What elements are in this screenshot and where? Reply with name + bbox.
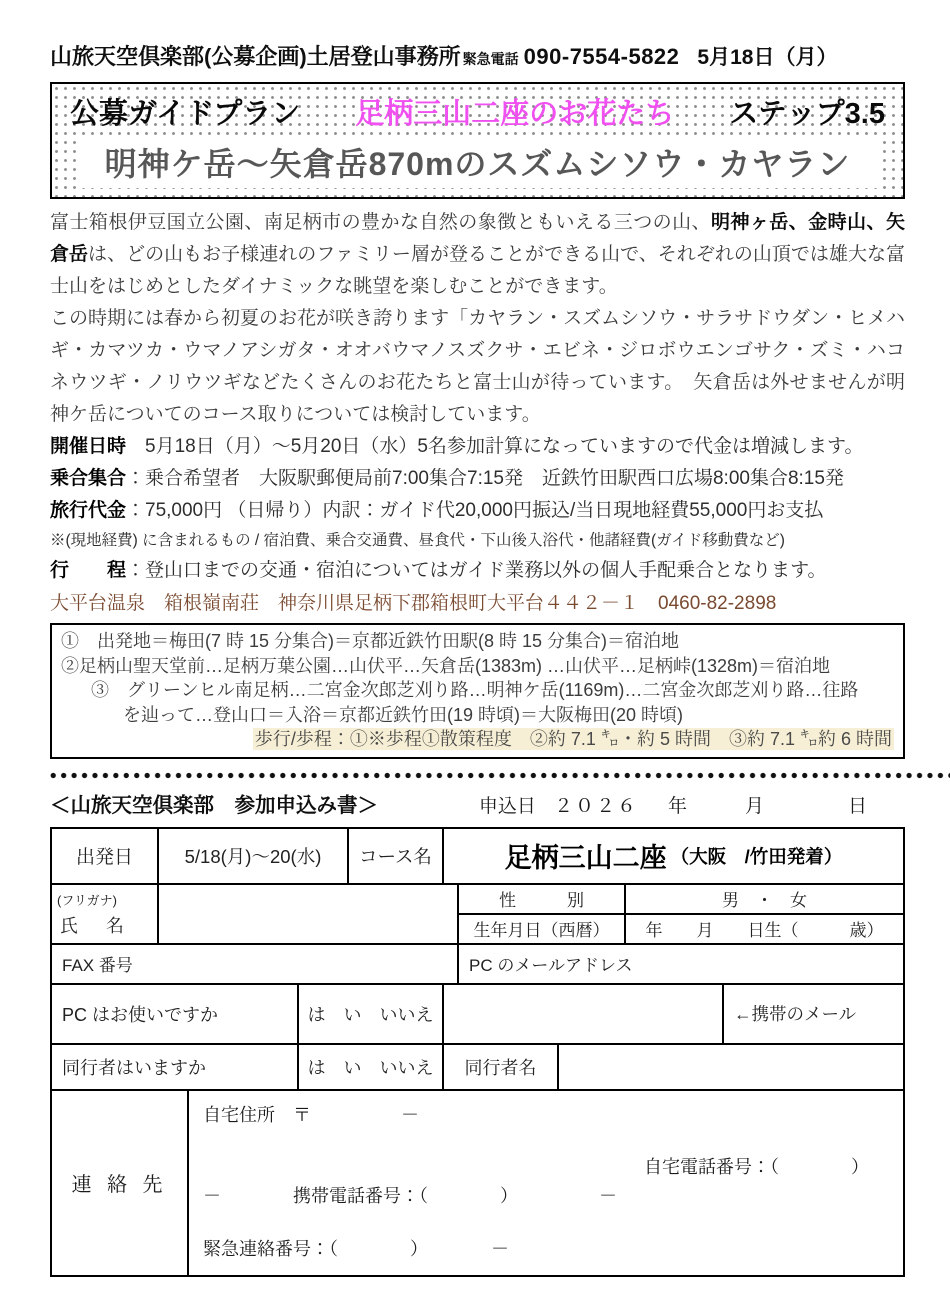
plan-box: [50, 623, 905, 759]
mobile-mail-note-cell: ←携帯のメール: [722, 985, 903, 1043]
organization-name: 山旅天空倶楽部(公募企画)土居登山事務所: [50, 44, 461, 69]
pc-question-cell: PC はお使いですか: [62, 1004, 219, 1025]
table-row-contact: [52, 1089, 903, 1275]
course-name-cell: [442, 829, 903, 883]
plan-day-2: ②足柄山聖天堂前…足柄万葉公園…山伏平…矢倉岳(1383m) …山伏平…足柄峠(1328m)＝宿泊地: [61, 655, 831, 676]
inn-info: 大平台温泉 箱根嶺南荘 神奈川県足柄下郡箱根町大平台４４２－１ 0460-82-2898: [50, 593, 777, 614]
apply-month-label: 月: [744, 795, 764, 817]
plan-theme-title: 足柄三山二座のお花たち: [355, 98, 675, 130]
table-row-departure: [52, 829, 903, 883]
meeting-text: ：乗合希望者 大阪駅郵便局前7:00集合7:15発 近鉄竹田駅西口広場8:00集合8:15発: [126, 468, 844, 489]
schedule-row: [50, 431, 905, 463]
apply-date-label: 申込日: [478, 795, 536, 817]
event-date: 5月18日（月）: [697, 46, 838, 69]
course-label-cell: コース名: [347, 829, 442, 883]
tour-subtitle: 明神ケ岳～矢倉岳870mのスズムシソウ・カヤラン: [78, 138, 877, 188]
companion-yes-no-cell: は い いいえ: [297, 1045, 442, 1089]
table-row-pc: [52, 983, 903, 1043]
mountain-names-bold: 明神ヶ岳、金時山、矢倉岳: [50, 212, 905, 265]
itinerary-label: 行 程: [50, 560, 127, 581]
table-row-companion: [52, 1043, 903, 1089]
plan-day-3-continued: を辿って…登山口＝入浴＝京都近鉄竹田(19 時頃)＝大阪梅田(20 時頃): [123, 704, 684, 725]
price-row: [50, 495, 905, 527]
emergency-phone-label: 緊急電話: [462, 51, 519, 67]
intro-paragraph-1-pre: 富士箱根伊豆国立公園、南足柄市の豊かな自然の象徴ともいえる三つの山、: [50, 212, 712, 233]
intro-paragraph-1-post: は、どの山もお子様連れのファミリー層が登ることができる山で、それぞれの山頂では雄大な富士山をはじめとしたダイナミックな眺望を楽しむことができます。: [50, 244, 905, 297]
apply-date-row: [479, 791, 905, 818]
birth-label-cell: 生年月日（西暦）: [473, 921, 610, 940]
sex-value-cell: 男 ・ 女: [624, 885, 903, 913]
itinerary-text: ：登山口までの交通・宿泊についてはガイド業務以外の個人手配乗合となります。: [126, 560, 827, 581]
birth-subrow: [459, 913, 903, 943]
emergency-tel-line: 緊急連絡番号：（ ） －: [203, 1238, 509, 1259]
plan-day-1: ① 出発地＝梅田(7 時 15 分集合)＝京都近鉄竹田駅(8 時 15 分集合)＝宿泊地: [61, 631, 680, 651]
meeting-label: 乗合集合: [50, 468, 127, 489]
pc-mail-label-cell: PC のメールアドレス: [457, 945, 903, 983]
schedule-text: 5月18日（月）～5月20日（水）5名参加計算になっていますので代金は増減します。: [126, 436, 864, 457]
apply-year-value: ２０２６: [553, 795, 638, 817]
mobile-tel-line: － 携帯電話番号：（ ） －: [203, 1185, 617, 1206]
schedule-label: 開催日時: [50, 436, 127, 457]
table-row-fax-mail: [52, 943, 903, 983]
application-table: [50, 827, 905, 1277]
companion-name-label-cell: 同行者名: [442, 1045, 557, 1089]
birth-value-cell: 年 月 日生（ 歳）: [624, 915, 903, 943]
contact-detail-cell: [187, 1091, 903, 1275]
table-row-name-sex: [52, 883, 903, 943]
walking-summary: 歩行/歩程：①※歩程①散策程度 ②約 7.1 ㌔・約 5 時間 ③約 7.1 ㌔約 6 時間: [254, 729, 892, 749]
intro-section: [50, 207, 905, 303]
departure-value-cell: 5/18(月)～20(水): [157, 829, 347, 883]
name-blank-field: [157, 885, 457, 943]
course-name: 足柄三山二座: [504, 843, 667, 873]
title-box: [50, 82, 905, 199]
application-form-title: ＜山旅天空倶楽部 参加申込み書＞: [50, 793, 378, 817]
itinerary-row: [50, 555, 905, 587]
course-departure-points: （大阪 /竹田発着）: [670, 845, 843, 867]
contact-label-cell: 連 絡 先: [71, 1174, 168, 1196]
home-tel-line: 自宅電話番号：（ ）: [644, 1156, 869, 1177]
price-text: ：75,000円 （日帰り）内訳：ガイド代20,000円振込/当日現地経費55,000円お支払: [126, 500, 824, 521]
fax-label-cell: FAX 番号: [62, 956, 133, 975]
walking-summary-row: [61, 727, 894, 752]
apply-year-label: 年: [667, 795, 687, 817]
document-header: [50, 40, 905, 71]
expense-note: ※(現地経費) に含まれるもの / 宿泊費、乗合交通費、昼食代・下山後入浴代・他諸経費(ガイド移動費など): [50, 532, 785, 549]
dotted-separator: [48, 771, 950, 780]
sex-label-cell: 性 別: [499, 891, 584, 910]
furigana-label: (フリガナ): [57, 892, 118, 908]
plan-day-3: ③ グリーンヒル南足柄…二宮金次郎芝刈り路…明神ケ岳(1169m)…二宮金次郎芝刈り路…往路: [91, 680, 859, 700]
sex-birth-cell-group: [457, 885, 903, 943]
pc-mail-blank-field: [442, 985, 722, 1043]
companion-name-blank-field: [557, 1045, 903, 1089]
title-line-1: [62, 90, 893, 135]
name-label-cell: [52, 885, 157, 943]
departure-label-cell: 出発日: [75, 847, 133, 868]
flower-paragraph: この時期には春から初夏のお花が咲き誇ります「カヤラン・スズムシソウ・サラサドウダン・ヒメハギ・カマツカ・ウマノアシガタ・オオバウマノスズクサ・エビネ・ジロボウエンゴサク・ズミ・ハコネウツギ・ノリウツギなどたくさんのお花たちと富士山が待っています。 矢倉岳は外せませんが明神ケ岳についてのコース取りについては検討しています。: [50, 308, 905, 425]
plan-step-label: ステップ3.5: [729, 98, 885, 130]
sex-subrow: [459, 885, 903, 913]
companion-question-cell: 同行者はいますか: [62, 1057, 206, 1078]
pc-yes-no-cell: は い いいえ: [297, 985, 442, 1043]
application-form-header: [50, 788, 905, 818]
plan-type-label: 公募ガイドプラン: [70, 98, 301, 130]
home-address-line: 自宅住所 〒 －: [203, 1104, 419, 1125]
emergency-phone-number: 090-7554-5822: [523, 44, 680, 69]
price-label: 旅行代金: [50, 500, 127, 521]
name-label: 氏 名: [60, 915, 129, 936]
apply-day-label: 日: [847, 795, 867, 817]
meeting-row: [50, 463, 905, 495]
